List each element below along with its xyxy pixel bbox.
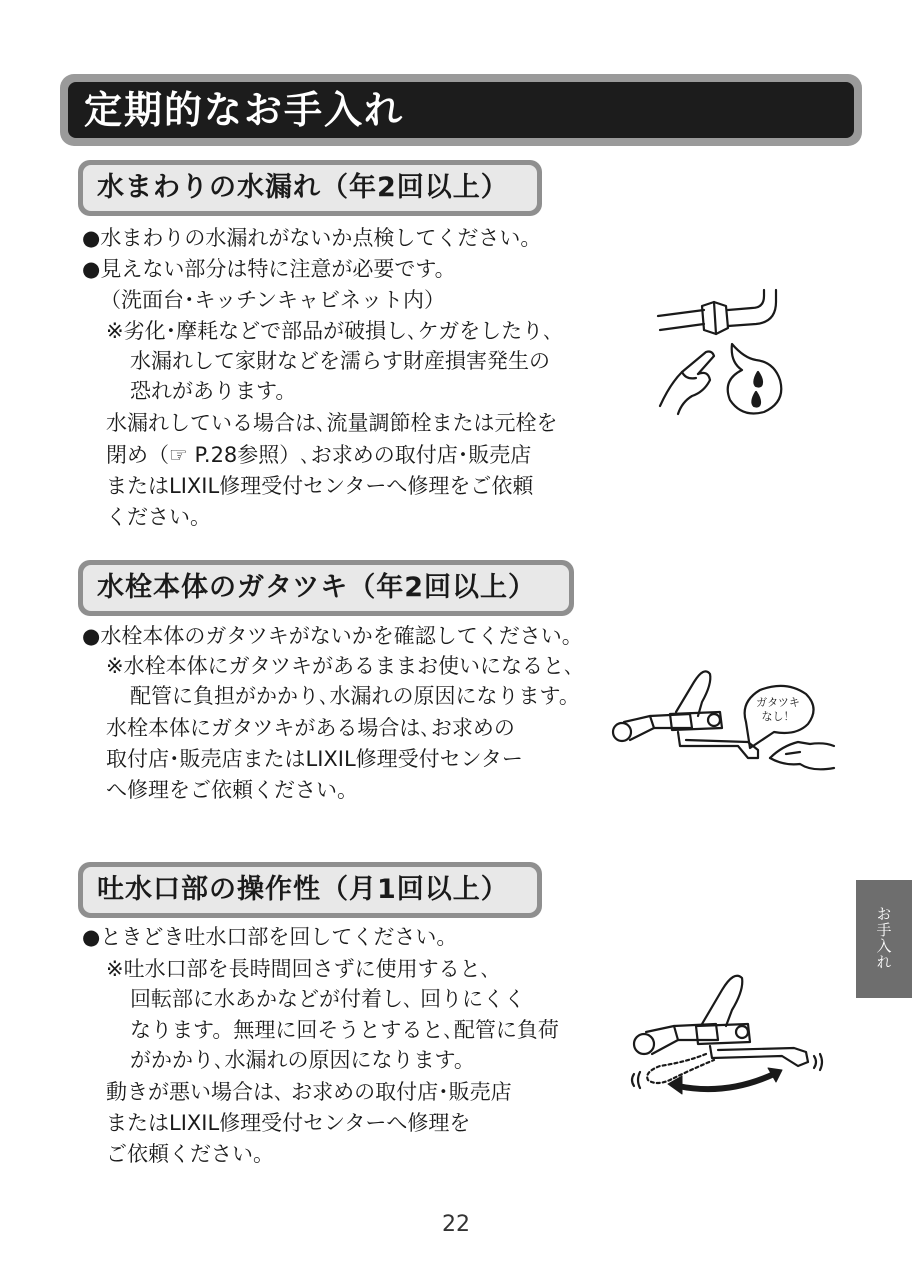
text-line: ください。 — [106, 505, 211, 529]
page-title — [60, 74, 862, 146]
text-line: ※水栓本体にガタツキがあるままお使いになると､ — [106, 654, 575, 678]
section-heading-text: 水栓本体のガタツキ（年2回以上） — [83, 565, 569, 611]
text-line: がかかり､水漏れの原因になります。 — [130, 1048, 475, 1072]
spout-rotation-illustration — [626, 962, 826, 1102]
text-line: 動きが悪い場合は､ お求めの取付店･販売店 — [106, 1080, 512, 1104]
text-line: 水栓本体にガタツキがある場合は､お求めの — [106, 716, 515, 740]
text-line: 恐れがあります。 — [130, 379, 297, 403]
text-line: またはLIXIL修理受付センターへ修理を — [106, 1111, 471, 1135]
text-line: ●水栓本体のガタツキがないかを確認してください。 — [82, 624, 583, 648]
text-line: 水漏れして家財などを濡らす財産損害発生の — [130, 349, 550, 373]
side-index-tab: お手入れ — [856, 880, 912, 998]
page-title-text: 定期的なお手入れ — [68, 82, 854, 138]
page-number: 22 — [442, 1212, 470, 1237]
text-line: ※吐水口部を長時間回さずに使用すると､ — [106, 957, 492, 981]
section-heading-faucet-wobble — [78, 560, 574, 616]
section-heading-text: 吐水口部の操作性（月1回以上） — [83, 867, 537, 913]
text-line: ●ときどき吐水口部を回してください。 — [82, 925, 458, 949]
text-line: （洗面台･キッチンキャビネット内） — [100, 288, 446, 312]
text-line: ご依頼ください。 — [106, 1142, 274, 1166]
text-line: 回転部に水あかなどが付着し､ 回りにくく — [130, 987, 526, 1011]
section-heading-spout-operation — [78, 862, 542, 918]
text-line: 閉め（☞ P.28参照）､お求めの取付店･販売店 — [106, 443, 532, 467]
pipe-leak-illustration — [652, 288, 802, 423]
text-line: へ修理をご依頼ください。 — [106, 778, 358, 802]
section-heading-text: 水まわりの水漏れ（年2回以上） — [83, 165, 537, 211]
text-line: ●水まわりの水漏れがないか点検してください。 — [82, 226, 542, 250]
faucet-wobble-illustration — [610, 662, 840, 780]
text-line: ※劣化･摩耗などで部品が破損し､ケガをしたり､ — [106, 319, 554, 343]
bubble-text-line: ガタツキ — [756, 696, 800, 709]
text-line: 配管に負担がかかり､水漏れの原因になります。 — [130, 684, 580, 708]
section-heading-water-leak — [78, 160, 542, 216]
text-line: なります。無理に回そうとすると､配管に負荷 — [130, 1018, 559, 1042]
bubble-text-line: なし！ — [761, 710, 795, 723]
text-line: 取付店･販売店またはLIXIL修理受付センター — [106, 747, 523, 771]
text-line: 水漏れしている場合は､流量調節栓または元栓を — [106, 411, 558, 435]
text-line: ●見えない部分は特に注意が必要です。 — [82, 257, 456, 281]
text-line: またはLIXIL修理受付センターへ修理をご依頼 — [106, 474, 534, 498]
